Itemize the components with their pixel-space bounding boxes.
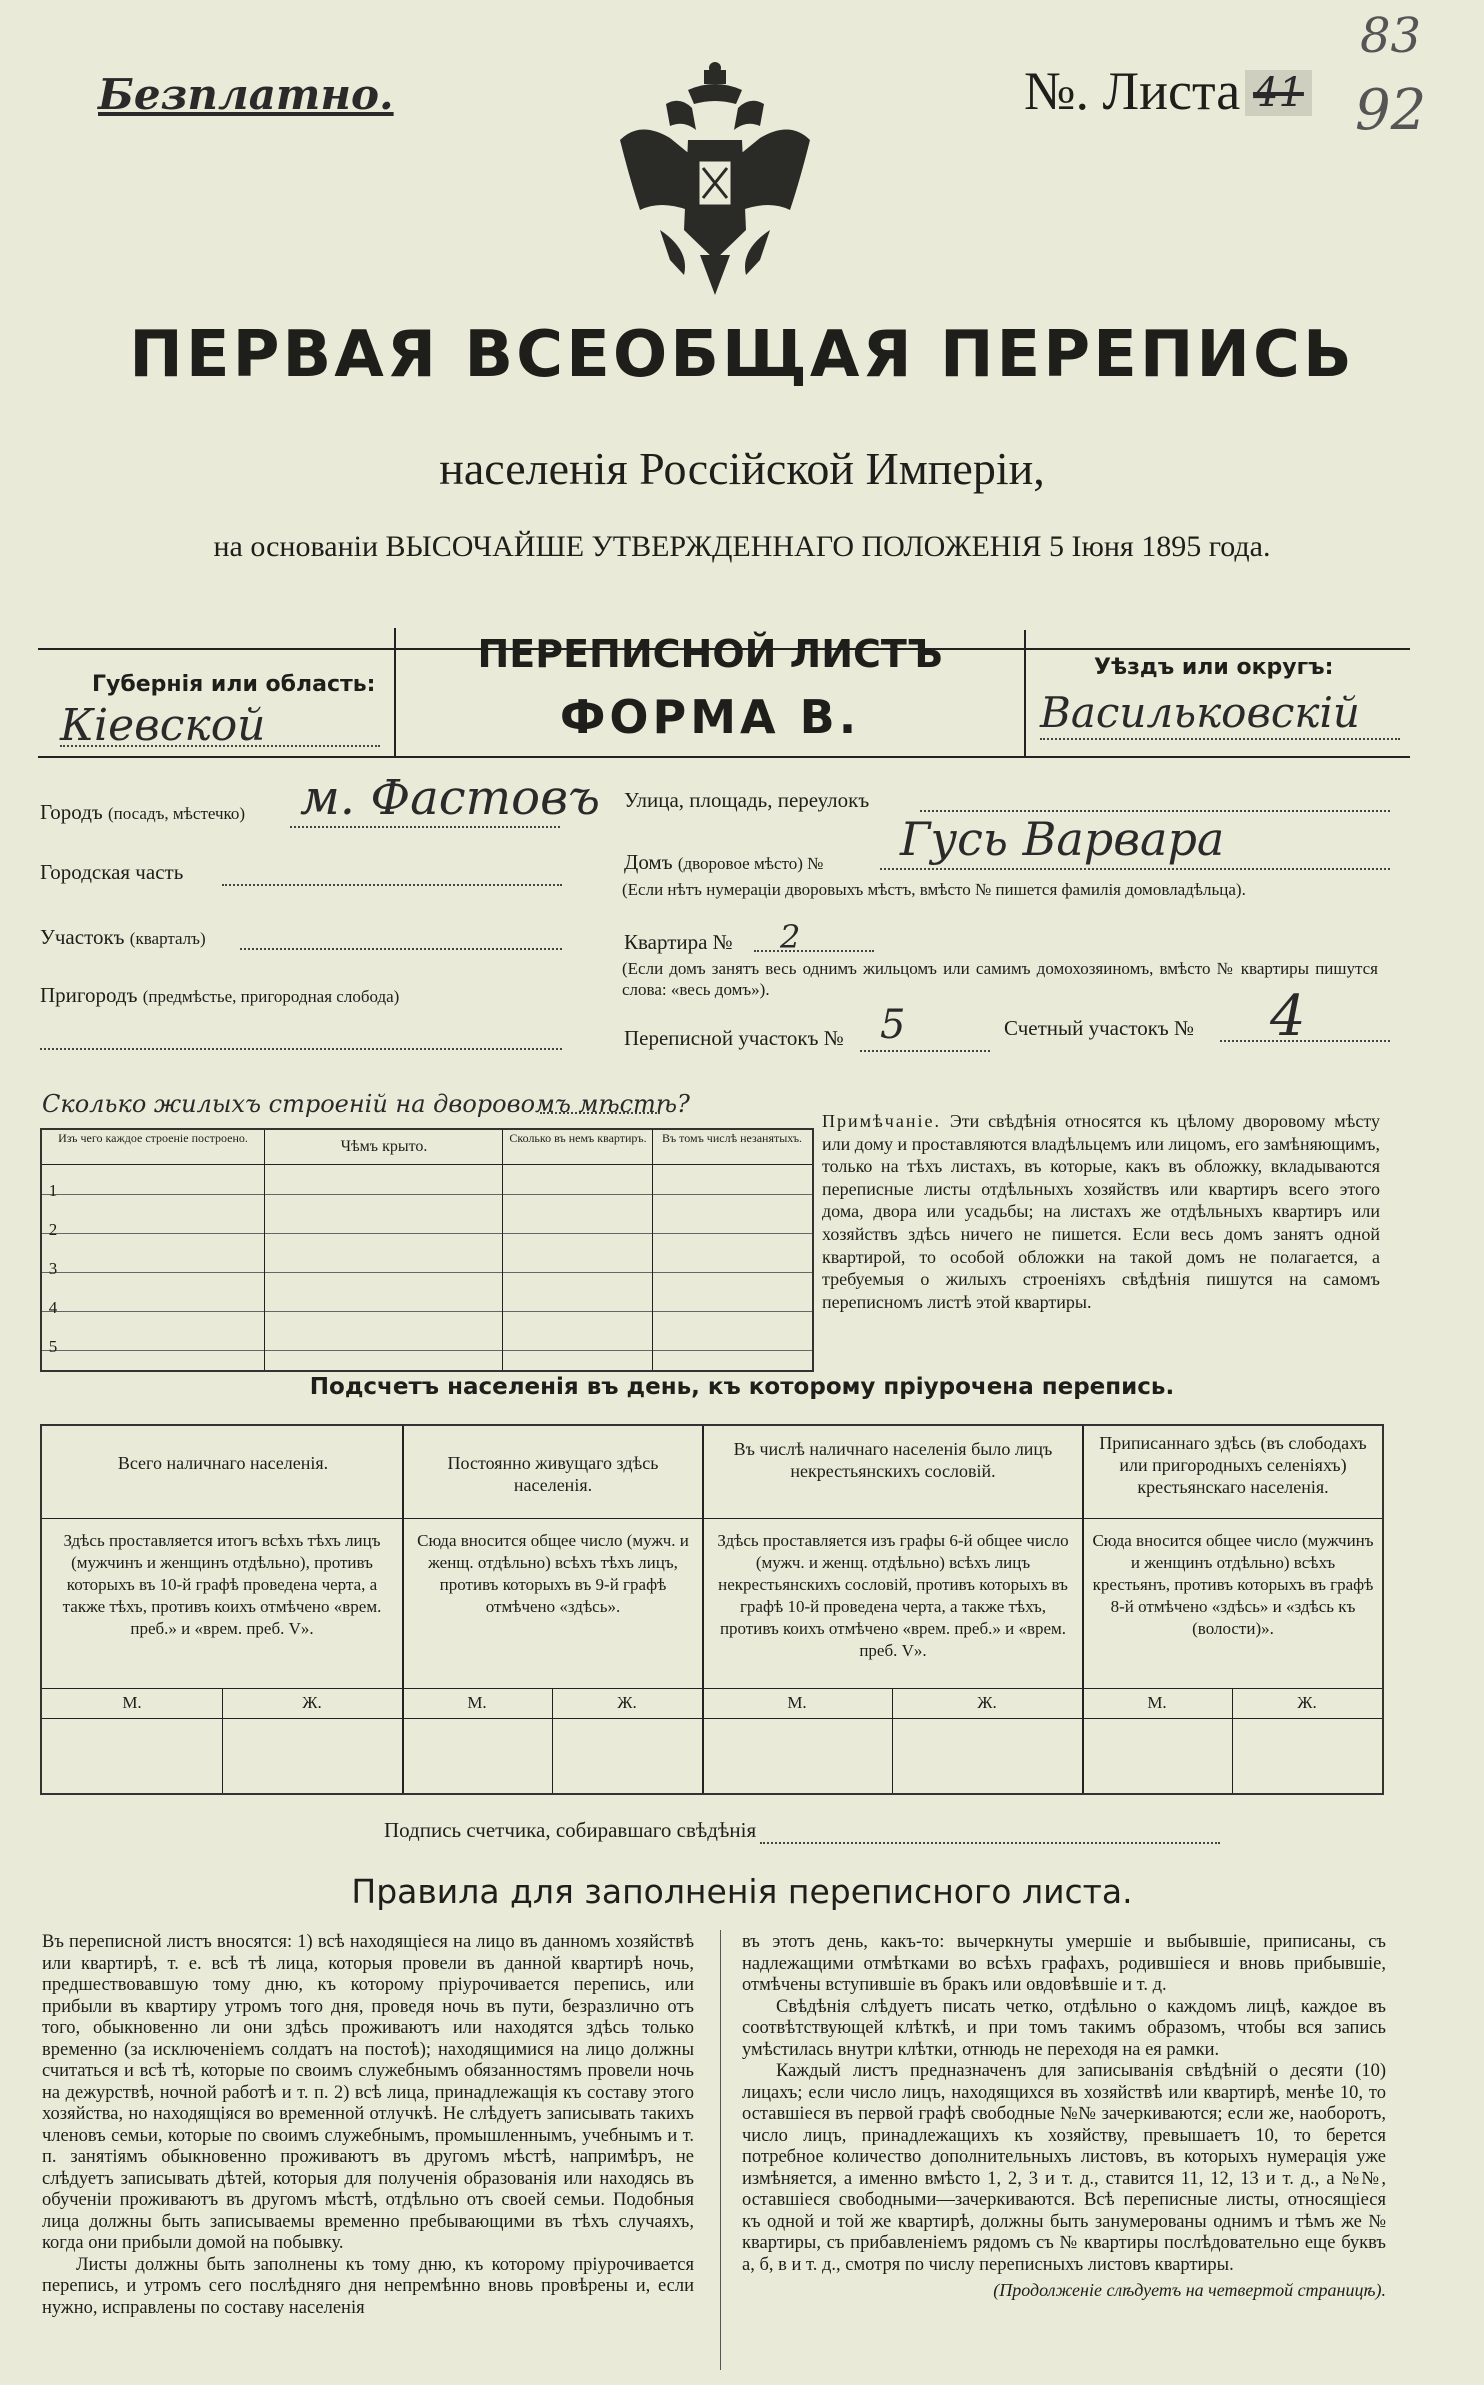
imperial-eagle-emblem [600,60,830,300]
count-col-resident-body: Сюда вносится общее число (мужч. и женщ. отдѣльно) всѣхъ тѣхъ лицъ, противъ которыхъ въ 9-й графѣ отмѣчено «здѣсь». [417,1531,689,1616]
buildings-row-number: 3 [48,1259,58,1278]
city-value[interactable]: м. Фастовъ [300,770,600,826]
count-col-nonpeasant-body: Здѣсь проставляется изъ графы 6-й общее число (мужч. и женщ. отдѣльно) всѣхъ лицъ некрестьянскихъ сословій, противъ которыхъ въ графѣ 10-й проведена черта, а также тѣхъ, противъ коихъ отмѣчено «врем. преб.» и «врем. преб. V». [717,1531,1069,1660]
sheet-number-struck: 41 [1245,70,1312,116]
count-col-total-heading: Всего наличнаго населенія. [117,1453,329,1473]
city-label: Городъ [40,800,103,824]
precinct-row [40,925,206,950]
buildings-table [40,1128,814,1372]
count-col-peasant-heading: Приписаннаго здѣсь (въ слободахъ или пригородныхъ селеніяхъ) крестьянскаго населенія. [1099,1433,1367,1497]
rules-title: Правила для заполненія переписного листа. [351,1872,1133,1911]
buildings-col-flats: Сколько въ немъ квартиръ. [509,1131,647,1145]
rules-paragraph: въ этотъ день, какъ-то: вычеркнуты умершіе и выбывшіе, приписаны, съ надлежащими отмѣтками во всѣхъ графахъ, родившіеся и вновь прибывшіе, отмѣчены вступившіе въ бракъ или овдовѣвшіе и т. д. [742,1932,1386,1995]
count-area-label: Счетный участокъ № [1004,1016,1195,1040]
buildings-row-number: 2 [48,1220,58,1239]
count-col-nonpeasant-heading: Въ числѣ наличнаго населенія было лицъ некрестьянскихъ сословій. [733,1439,1053,1481]
count-zh-label: Ж. [1297,1693,1317,1712]
house-value[interactable]: Гусь Варвара [900,812,1225,866]
rules-paragraph: Каждый листъ предназначенъ для записыванія свѣдѣній о десяти (10) лицахъ; если число лицъ, находящихся въ хозяйствѣ или квартирѣ, менѣе 10, то оставшіеся въ первой графѣ свободные №№ зачеркиваются; если же, наоборотъ, число лицъ, принадлежащихъ къ хозяйству, превышаетъ 10, то берется потребное количество дополнительныхъ листовъ, въ которыхъ нумерація уже измѣняется, а именно вмѣсто 1, 2, 3 и т. д., ставится 11, 12, 13 и т. д., а №№, оставшіеся свободными—зачеркиваются. Всѣ переписные листы, относящіеся къ одной и той же квартирѣ, должны быть занумерованы однимъ и тѣмъ же № квартиры, съ прибавленіемъ рядомъ съ № квартиры послѣдовательно еще буквъ а, б, в и т. д., смотря по числу переписныхъ листовъ квартиры. [742,2061,1386,2275]
house-row [624,850,823,875]
rules-paragraph: Въ переписной листъ вносятся: 1) всѣ находящіеся на лицо въ данномъ хозяйствѣ или квартирѣ, т. е. всѣ тѣ лица, которыя провели въ данной квартирѣ ночь, предшествовавшую тому дню, къ которому пріурочивается перепись, или прибыли въ квартиру утромъ того дня, проведя ночь въ пути, безразлично отъ того, обыкновенно ли они здѣсь проживаютъ или находятся здѣсь только временно (за исключеніемъ солдатъ на постоѣ); находящимися на лицо должны считаться и всѣ тѣ, которые по своимъ служебнымъ обязанностямъ провели ночь на дежурствѣ, ночной работѣ и т. п. 2) всѣ лица, принадлежащія къ составу этого хозяйства, но находящіяся во временной отлучкѣ. Не слѣдуетъ записывать такихъ членовъ семьи, которые по своимъ служебнымъ, промышленнымъ, учебнымъ и т. п. занятіямъ обыкновенно проживаютъ въ другомъ мѣстѣ, напримѣръ, не слѣдуетъ записывать дѣтей, которыя для полученія образованія или находясь въ обученіи проживаютъ въ другомъ мѣстѣ, отдѣльно отъ своей семьи. Подобныя лица должны быть записываемы временно пребывающими въ тѣхъ случаяхъ, когда они прибыли домой на побывку. [42,1932,694,2253]
flat-label: Квартира № [624,930,733,954]
free-label: Безплатно. [98,70,394,119]
count-m-label: М. [1147,1693,1167,1712]
suburb-label: Пригородъ [40,983,138,1007]
note-label: Примѣчаніе. [822,1111,941,1131]
buildings-row-number: 4 [48,1298,58,1317]
count-m-label: М. [122,1693,142,1712]
form-type: ФОРМА В. [559,690,861,744]
page-title: ПЕРВАЯ ВСЕОБЩАЯ ПЕРЕПИСЬ [129,318,1355,392]
count-title: Подсчетъ населенія въ день, къ которому пріурочена перепись. [309,1374,1175,1400]
count-area-value[interactable]: 4 [1270,984,1306,1049]
sheet-number-label: №. Листа [1024,61,1241,121]
census-area-value[interactable]: 5 [880,1002,906,1048]
count-col-peasant-body: Сюда вносится общее число (мужчинъ и женщинъ отдѣльно) всѣхъ крестьянъ, противъ которыхъ въ графѣ 8-й отмѣчено «здѣсь» и «здѣсь къ (волости)». [1092,1531,1374,1638]
buildings-row-number: 1 [48,1181,58,1200]
census-area-label: Переписной участокъ № [624,1026,844,1050]
count-zh-label: Ж. [617,1693,637,1712]
buildings-col-roof: Чѣмъ крыто. [340,1138,428,1155]
guberniya-value[interactable]: Кіевской [60,700,266,751]
rules-paragraph: Свѣдѣнія слѣдуетъ писать четко, отдѣльно о каждомъ лицѣ, каждое въ соотвѣтствующей клѣткѣ, и при томъ такимъ образомъ, чтобы вся запись умѣстилась внутри клѣтки, отнюдь не переходя на ея рамки. [742,1996,1386,2060]
buildings-col-vacant: Въ томъ числѣ незанятыхъ. [661,1131,803,1145]
count-col-resident-heading: Постоянно живущаго здѣсь населенія. [447,1453,659,1495]
flat-value[interactable]: 2 [780,918,801,956]
note-text: Эти свѣдѣнія относятся къ цѣлому дворовому мѣсту или дому и проставляются владѣльцемъ или лицомъ, его замѣняющимъ, только на тѣхъ листахъ, въ которые, какъ въ обложку, вкладываются переписные листы отдѣльныхъ хозяйствъ или квартиръ всего этого дома, двора или усадьбы; на листахъ же отдѣльныхъ квартиръ или хозяйствъ здѣсь ничего не пишется. Если весь домъ занятъ одной квартирой, то особой обложки на такой домъ не полагается, а требуемыя о жилыхъ строеніяхъ свѣдѣнія пишутся на самомъ переписномъ листѣ этой квартиры. [822,1111,1380,1312]
page-subtitle: населенія Россійской Имперіи, [439,443,1045,494]
archive-number-top: 83 [1360,8,1422,64]
precinct-label: Участокъ [40,925,125,949]
count-m-label: М. [787,1693,807,1712]
note-block [822,1110,1380,1313]
form-name: ПЕРЕПИСНОЙ ЛИСТЪ [477,632,943,676]
buildings-question: Сколько жилыхъ строеній на дворовомъ мѣстѣ? [42,1090,690,1118]
buildings-row-number: 5 [48,1337,58,1356]
count-table [40,1424,1384,1795]
precinct-hint: (кварталъ) [129,929,206,948]
city-hint: (посадъ, мѣстечко) [107,804,246,823]
enumerator-signature-label: Подпись счетчика, собиравшаго свѣдѣнія [384,1818,757,1842]
count-zh-label: Ж. [977,1693,997,1712]
count-zh-label: Ж. [302,1693,322,1712]
suburb-hint: (предмѣстье, пригородная слобода) [142,987,400,1006]
street-label: Улица, площадь, переулокъ [624,788,870,812]
rules-paragraph: Листы должны быть заполнены къ тому дню, къ которому пріурочивается перепись, и утромъ сего послѣдняго дня непремѣнно вновь провѣрены и, если нужно, исправлены по составу населенія [42,2254,694,2318]
rules-continued: (Продолженіе слѣдуетъ на четвертой страницѣ). [993,2280,1386,2300]
house-hint: (дворовое мѣсто) № [677,854,824,873]
uezd-label: Уѣздъ или округъ: [1094,655,1334,680]
district-label: Городская часть [40,860,184,884]
house-note: (Если нѣтъ нумераціи дворовыхъ мѣстъ, вмѣсто № пишется фамилія домовладѣльца). [622,880,1246,899]
guberniya-label: Губернія или область: [92,672,376,697]
archive-number-bottom: 92 [1355,78,1427,143]
suburb-row [40,983,399,1008]
house-label: Домъ [624,850,673,874]
legal-basis: на основаніи ВЫСОЧАЙШЕ УТВЕРЖДЕННАГО ПОЛОЖЕНІЯ 5 Іюня 1895 года. [213,530,1271,563]
count-col-total-body: Здѣсь проставляется итогъ всѣхъ тѣхъ лицъ (мужчинъ и женщинъ отдѣльно), противъ которыхъ въ 10-й графѣ проведена черта, а также тѣхъ, противъ коихъ отмѣчено «врем. преб.» и «врем. преб. V». [62,1531,382,1638]
count-m-label: М. [467,1693,487,1712]
buildings-col-material: Изъ чего каждое строеніе построено. [58,1131,248,1145]
rules-left-column [42,1932,694,2319]
city-row [40,800,245,825]
flat-note: (Если домъ занятъ весь однимъ жильцомъ или самимъ домохозяиномъ, вмѣсто № квартиры пишутся слова: «весь домъ»). [622,959,1378,999]
rules-right-column [742,1932,1386,2301]
uezd-value[interactable]: Васильковскій [1040,688,1360,737]
